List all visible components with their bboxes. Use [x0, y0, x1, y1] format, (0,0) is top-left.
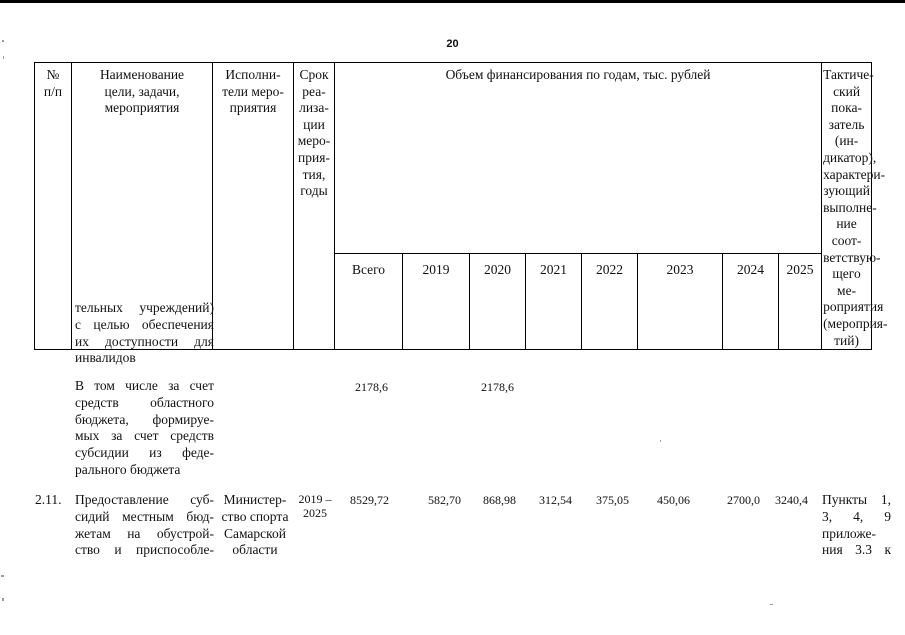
subrow-line: субсидии из феде- — [75, 445, 214, 461]
col-header-indicator: Тактиче- ский пока- затель (ин- дикатор), характери- зующий выполне- ние соот- ветствую- щего ме- роприятия (мероприя- тий) — [822, 63, 872, 350]
subrow-line: В том числе за счет — [75, 378, 214, 393]
row-term: 2019 – 2025 — [298, 492, 332, 520]
row-name-line: жетам на обустрой- — [75, 525, 214, 541]
row-executor-line: области — [232, 542, 278, 558]
page-number: 20 — [446, 38, 459, 50]
row-indicator-line: ния 3.3 к — [822, 542, 891, 558]
scan-speck — [3, 56, 4, 59]
row-indicator-line: 3, 4, 9 — [822, 508, 891, 524]
col-header-number: № п/п — [35, 63, 72, 350]
col-header-executor: Исполни- тели меро- приятия — [213, 63, 294, 350]
scan-speck — [660, 440, 661, 442]
scan-speck — [2, 598, 4, 601]
continuation-line: с целью обеспечения — [75, 316, 214, 332]
row-name-line: Предоставление суб- — [75, 492, 214, 507]
subrow-2020: 2178,6 — [481, 380, 514, 394]
continuation-line: инвалидов — [75, 350, 136, 366]
continuation-text — [75, 300, 214, 367]
col-header-year-2025: 2025 — [779, 254, 822, 350]
col-header-year-2021: 2021 — [526, 254, 582, 350]
scan-speck — [2, 40, 4, 42]
row-2020: 868,98 — [483, 493, 516, 507]
row-executor-line: Министер- — [223, 492, 287, 507]
top-rule — [0, 0, 905, 3]
row-name-line: ство и приспособле- — [75, 542, 214, 558]
row-2024: 2700,0 — [727, 493, 760, 507]
row-indicator-line: приложе- — [822, 525, 876, 541]
col-header-year-2023: 2023 — [638, 254, 723, 350]
continuation-line: тельных учреждений) — [75, 300, 214, 315]
row-2022: 375,05 — [596, 493, 629, 507]
row-name — [75, 492, 214, 559]
col-header-total: Всего — [335, 254, 403, 350]
row-2025: 3240,4 — [775, 493, 808, 507]
col-header-funding: Объем финансирования по годам, тыс. рублей — [335, 63, 822, 254]
row-executor-line: Самарской — [223, 525, 287, 541]
scan-speck — [1, 575, 4, 577]
col-header-year-2019: 2019 — [403, 254, 470, 350]
row-executor-line: ство спорта — [221, 508, 289, 524]
col-header-name: Наименование цели, задачи, мероприятия — [72, 63, 213, 350]
row-indicator-line: Пункты 1, — [822, 492, 891, 507]
col-header-year-2024: 2024 — [723, 254, 779, 350]
subrow-line: мых за счет средств — [75, 428, 214, 444]
subrow-line: бюджета, формируе- — [75, 411, 214, 427]
row-name-line: сидий местным бюд- — [75, 508, 214, 524]
row-indicator — [822, 492, 891, 559]
subrow-line: средств областного — [75, 394, 214, 410]
scan-speck — [770, 604, 773, 605]
row-2023: 450,06 — [657, 493, 690, 507]
col-header-year-2020: 2020 — [470, 254, 526, 350]
col-header-year-2022: 2022 — [582, 254, 638, 350]
col-header-term: Срок реа- лиза- ции меро- прия- тия, годы — [294, 63, 335, 350]
row-2021: 312,54 — [539, 493, 572, 507]
row-total: 8529,72 — [350, 493, 389, 507]
row-executor — [214, 492, 296, 559]
subrow-text — [75, 378, 214, 479]
row-number: 2.11. — [35, 492, 62, 507]
row-2019: 582,70 — [428, 493, 461, 507]
continuation-line: их доступности для — [75, 333, 214, 349]
subrow-total: 2178,6 — [355, 380, 388, 394]
subrow-line: рального бюджета — [75, 461, 181, 477]
